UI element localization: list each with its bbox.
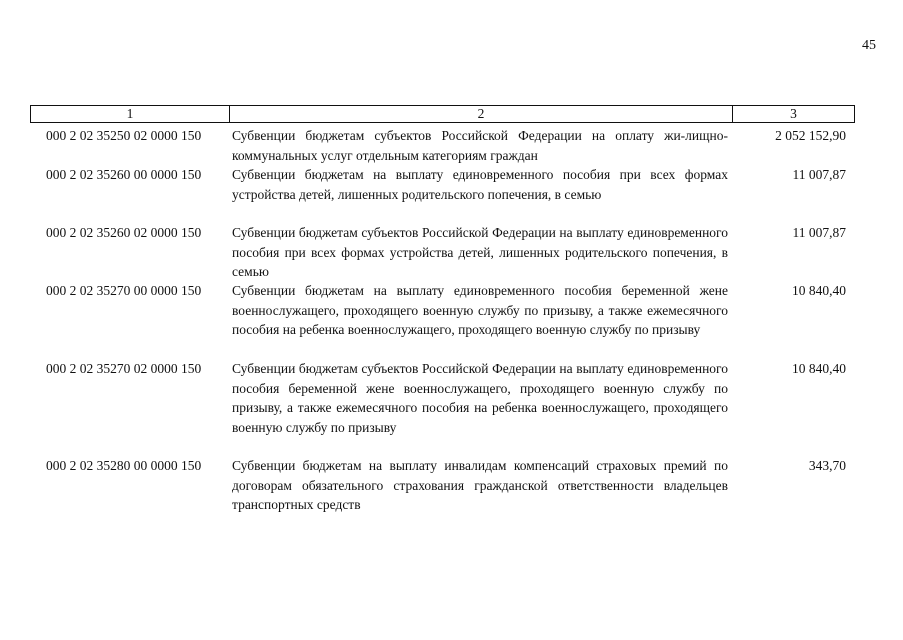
row-code: 000 2 02 35270 00 0000 150 xyxy=(46,283,202,298)
row-amount: 2 052 152,90 xyxy=(775,128,846,143)
row-description: Субвенции бюджетам субъектов Российской Федерации на выплату единовременного пособия беременной жене военнослужащего, проходящего военную службу по призыву, а также ежемесячного пособия на ребенка военнослужащего, проходящего военную службу по призыву xyxy=(232,361,728,435)
row-code: 000 2 02 35260 00 0000 150 xyxy=(46,167,202,182)
row-code: 000 2 02 35260 02 0000 150 xyxy=(46,225,202,240)
row-amount: 10 840,40 xyxy=(792,283,846,298)
row-description: Субвенции бюджетам субъектов Российской Федерации на выплату единовременного пособия при всех формах устройства детей, лишенных родительского попечения, в семью xyxy=(232,225,728,279)
header-col-1: 1 xyxy=(31,106,230,122)
row-description: Субвенции бюджетам на выплату единовременного пособия при всех формах устройства детей, лишенных родительского попечения, в семью xyxy=(232,167,728,202)
header-col-2: 2 xyxy=(230,106,733,122)
row-amount: 11 007,87 xyxy=(792,225,846,240)
row-code: 000 2 02 35280 00 0000 150 xyxy=(46,458,202,473)
row-amount: 11 007,87 xyxy=(792,167,846,182)
row-amount: 10 840,40 xyxy=(792,361,846,376)
row-description: Субвенции бюджетам субъектов Российской Федерации на оплату жи-лищно-коммунальных услуг отдельным категориям граждан xyxy=(232,128,728,163)
row-description: Субвенции бюджетам на выплату инвалидам компенсаций страховых премий по договорам обязательного страхования гражданской ответственности владельцев транспортных средств xyxy=(232,458,728,512)
header-col-3: 3 xyxy=(790,106,797,121)
row-amount: 343,70 xyxy=(808,458,846,473)
page-number: 45 xyxy=(862,38,876,53)
table-header xyxy=(30,105,855,123)
row-code: 000 2 02 35250 02 0000 150 xyxy=(46,128,202,143)
row-description: Субвенции бюджетам на выплату единовременного пособия беременной жене военнослужащего, проходящего военную службу по призыву, а также ежемесячного пособия на ребенка военнослужащего, проходящего военную службу по призыву xyxy=(232,283,728,337)
row-code: 000 2 02 35270 02 0000 150 xyxy=(46,361,202,376)
